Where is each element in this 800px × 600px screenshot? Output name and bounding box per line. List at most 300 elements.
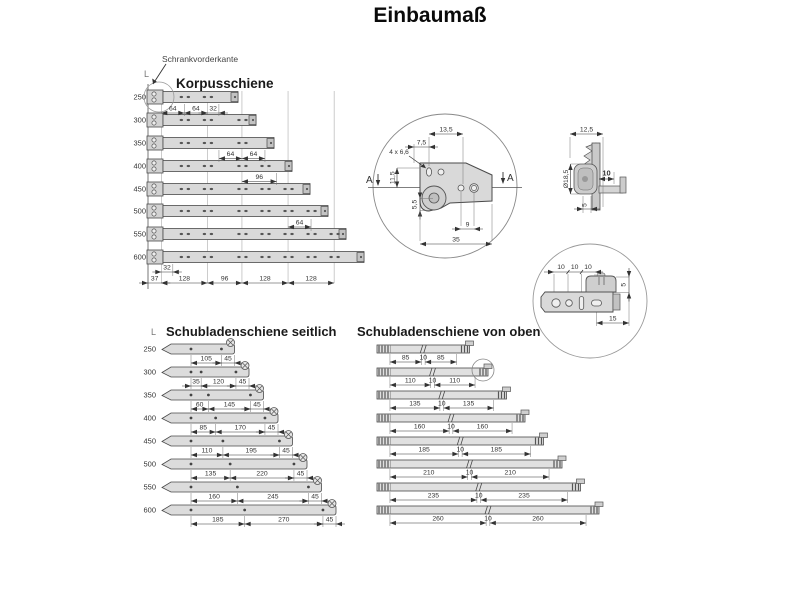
hook-hole bbox=[552, 299, 560, 307]
dim-label: 60 bbox=[195, 401, 204, 409]
dim-label: 85 bbox=[437, 354, 445, 362]
dim-label: 10 bbox=[456, 446, 465, 454]
dim-arrowhead bbox=[525, 452, 531, 456]
dim-arrowhead bbox=[244, 407, 250, 411]
rail-hole-dot bbox=[207, 394, 210, 397]
dim-label: 13,5 bbox=[439, 126, 453, 134]
rail-hole bbox=[210, 165, 213, 167]
dim-label: 235 bbox=[427, 492, 440, 500]
rail-hole bbox=[187, 96, 190, 98]
rail-hole bbox=[237, 256, 240, 258]
dim-label: 35 bbox=[192, 378, 200, 386]
section-marker-a-right: A bbox=[507, 173, 514, 184]
rail-hole bbox=[244, 165, 247, 167]
bracket-hole bbox=[152, 98, 156, 102]
dim-arrowhead bbox=[173, 270, 179, 274]
seitlich-rail-550 bbox=[162, 482, 322, 492]
rail-clip bbox=[613, 294, 620, 310]
bracket-hole bbox=[152, 184, 156, 188]
rail-hole-dot bbox=[190, 417, 193, 420]
end-cap-rivet bbox=[324, 210, 326, 212]
rail-hole bbox=[244, 256, 247, 258]
dim-arrowhead bbox=[548, 270, 554, 274]
rail-hole bbox=[180, 165, 183, 167]
rail-hole bbox=[336, 256, 339, 258]
rail-hole bbox=[244, 210, 247, 212]
dim-arrowhead bbox=[543, 475, 549, 479]
rail-length-label: 350 bbox=[133, 138, 146, 148]
rail-hole bbox=[283, 256, 286, 258]
dim-arrowhead bbox=[328, 281, 334, 285]
rail-hole-dot bbox=[229, 463, 232, 466]
dim-label: 10 bbox=[602, 168, 611, 178]
dim-arrowhead bbox=[191, 430, 197, 434]
dim-arrowhead bbox=[236, 156, 242, 160]
dim-arrowhead bbox=[236, 281, 242, 285]
dim-label: 10 bbox=[437, 400, 446, 408]
dim-arrowhead bbox=[390, 452, 396, 456]
dim-label: 128 bbox=[178, 275, 191, 283]
dim-label: 10 bbox=[474, 492, 483, 500]
oben-rail-350 bbox=[377, 391, 507, 399]
dim-arrowhead bbox=[390, 521, 396, 525]
dim-arrowhead bbox=[293, 453, 299, 457]
rail-hole-dot bbox=[249, 394, 252, 397]
rail-hole-dot bbox=[293, 463, 296, 466]
dim-arrowhead bbox=[219, 156, 225, 160]
rail-hole bbox=[203, 96, 206, 98]
hook-tab bbox=[595, 502, 603, 507]
dim-label: 5,5 bbox=[411, 199, 419, 210]
rail-hole-dot bbox=[264, 417, 267, 420]
bracket-hole bbox=[152, 229, 156, 233]
rail-hole bbox=[267, 256, 270, 258]
rail-hole bbox=[210, 256, 213, 258]
rail-hole bbox=[180, 256, 183, 258]
dim-label: 45 bbox=[325, 516, 334, 524]
dim-label: 110 bbox=[449, 377, 461, 385]
length-column-label-bottom: L bbox=[150, 327, 156, 337]
dim-label: 37 bbox=[150, 275, 159, 283]
dim-label: 11,5 bbox=[389, 171, 397, 185]
rail-hole bbox=[260, 256, 263, 258]
rail-length-label: 450 bbox=[133, 184, 146, 194]
dim-label: 7,5 bbox=[416, 139, 427, 147]
dim-arrowhead bbox=[259, 156, 265, 160]
rail-hole bbox=[180, 142, 183, 144]
dim-arrowhead bbox=[570, 132, 576, 136]
dim-arrowhead bbox=[264, 407, 270, 411]
dim-label: 35 bbox=[452, 236, 460, 244]
dim-arrowhead bbox=[597, 321, 603, 325]
rail-hole bbox=[187, 210, 190, 212]
rail-hole bbox=[260, 188, 263, 190]
oben-rail-550 bbox=[377, 483, 581, 491]
dim-arrowhead bbox=[420, 242, 426, 246]
dim-label: 220 bbox=[256, 470, 268, 478]
hook-tab bbox=[577, 479, 585, 484]
dim-label: 10 bbox=[447, 423, 455, 431]
korpusschiene-title: Korpusschiene bbox=[176, 76, 274, 91]
hook-hole bbox=[566, 300, 573, 307]
dim-label: 128 bbox=[259, 275, 271, 283]
bracket-hole bbox=[152, 144, 156, 148]
dim-arrowhead bbox=[408, 145, 414, 149]
bracket-hole bbox=[152, 258, 156, 262]
rail-hole bbox=[180, 210, 183, 212]
rail-hole-dot bbox=[222, 440, 225, 443]
dim-arrowhead bbox=[210, 430, 216, 434]
end-cap-rivet bbox=[234, 96, 236, 98]
dim-label: 45 bbox=[311, 493, 319, 501]
rail-hole bbox=[306, 256, 309, 258]
rail-hole bbox=[180, 119, 183, 121]
dim-arrowhead bbox=[249, 384, 255, 388]
bracket-hole bbox=[152, 161, 156, 165]
dim-label: 10 bbox=[557, 264, 565, 271]
rail-hole bbox=[203, 142, 206, 144]
rail-hole-dot bbox=[220, 348, 223, 351]
dim-arrowhead bbox=[155, 270, 161, 274]
dim-label: 210 bbox=[423, 469, 435, 477]
dim-arrowhead bbox=[207, 281, 213, 285]
dim-label: 135 bbox=[462, 400, 475, 408]
dim-label: 195 bbox=[245, 447, 257, 455]
dim-label: 64 bbox=[169, 105, 177, 113]
oben-rail-300 bbox=[377, 368, 488, 376]
dim-arrowhead bbox=[217, 453, 223, 457]
rail-hole bbox=[244, 188, 247, 190]
rail-hole bbox=[203, 188, 206, 190]
bracket-hole bbox=[152, 138, 156, 142]
rail-hole bbox=[203, 165, 206, 167]
dim-arrowhead bbox=[506, 429, 512, 433]
dim-label: 10 bbox=[584, 264, 592, 271]
dim-label: 210 bbox=[504, 469, 516, 477]
rail-hole bbox=[187, 165, 190, 167]
dim-arrowhead bbox=[429, 132, 435, 136]
seitlich-title: Schubladenschiene seitlich bbox=[166, 324, 337, 339]
dim-arrowhead bbox=[259, 430, 265, 434]
round-hole bbox=[458, 185, 464, 191]
dim-arrowhead bbox=[191, 476, 197, 480]
dim-arrowhead bbox=[390, 360, 396, 364]
rail-hole bbox=[260, 233, 263, 235]
dim-label: 45 bbox=[296, 470, 305, 478]
hole-callout-label: 4 x 6,6 bbox=[389, 149, 409, 156]
dim-label: 10 bbox=[419, 354, 428, 362]
rail-hole bbox=[260, 165, 263, 167]
dim-arrowhead bbox=[216, 430, 222, 434]
rail-length-label: 600 bbox=[133, 252, 146, 262]
dim-label: 45 bbox=[267, 424, 276, 432]
rail-hole-dot bbox=[200, 371, 203, 374]
dim-label: 64 bbox=[295, 219, 304, 227]
rail-hole bbox=[210, 210, 213, 212]
dim-arrowhead bbox=[429, 145, 435, 149]
dim-arrowhead bbox=[142, 281, 148, 285]
rail-hole bbox=[210, 142, 213, 144]
dim-label: 105 bbox=[200, 355, 212, 363]
dim-label: 45 bbox=[224, 355, 232, 363]
dim-arrowhead bbox=[469, 383, 475, 387]
dim-label: 9 bbox=[465, 221, 470, 229]
hook-tab bbox=[521, 410, 529, 415]
large-hole-inner bbox=[429, 193, 439, 203]
rail-hole bbox=[210, 188, 213, 190]
rail-hole bbox=[244, 233, 247, 235]
rail-hole bbox=[290, 188, 293, 190]
bracket-hole bbox=[152, 212, 156, 216]
dim-label: 128 bbox=[305, 275, 317, 283]
dim-label: 96 bbox=[255, 174, 264, 181]
rail-hole bbox=[237, 210, 240, 212]
rail-hole bbox=[180, 233, 183, 235]
dim-label: 170 bbox=[234, 424, 246, 432]
bracket-hole bbox=[152, 235, 156, 239]
dim-label: 15 bbox=[608, 315, 617, 323]
rail-hole bbox=[290, 210, 293, 212]
dim-arrowhead bbox=[161, 281, 167, 285]
rail-hole bbox=[283, 188, 286, 190]
dim-arrowhead bbox=[390, 383, 396, 387]
bracket-hook bbox=[620, 177, 626, 193]
section-marker-a-left: A bbox=[366, 175, 373, 186]
rail-hole-dot bbox=[190, 509, 193, 512]
rail-hole-dot bbox=[322, 509, 325, 512]
round-hole bbox=[438, 169, 444, 175]
section-arrow bbox=[501, 178, 505, 184]
rail-hole-dot bbox=[307, 486, 310, 489]
rail-hole bbox=[237, 142, 240, 144]
hook-tab bbox=[503, 387, 511, 392]
seitlich-rail-450 bbox=[162, 436, 293, 446]
end-cap-rivet bbox=[342, 233, 344, 235]
rail-hole bbox=[260, 210, 263, 212]
rail-hole-dot bbox=[190, 348, 193, 351]
oben-rail-400 bbox=[377, 414, 525, 422]
rail-hole bbox=[244, 142, 247, 144]
end-cap-rivet bbox=[288, 165, 290, 167]
dim-label: 120 bbox=[212, 378, 225, 386]
dim-arrowhead bbox=[215, 361, 221, 365]
dim-arrowhead bbox=[235, 361, 241, 365]
rail-hole-dot bbox=[243, 509, 246, 512]
rail-hole bbox=[267, 233, 270, 235]
rail-length-label: 300 bbox=[143, 367, 156, 377]
dim-label: 45 bbox=[282, 447, 290, 455]
dim-arrowhead bbox=[627, 293, 631, 299]
oben-rail-500 bbox=[377, 460, 562, 468]
rail-length-label: 450 bbox=[143, 436, 156, 446]
dim-label: 45 bbox=[238, 378, 247, 386]
dim-label: 85 bbox=[199, 424, 208, 432]
length-column-label-top: L bbox=[143, 69, 149, 79]
dim-label: 160 bbox=[208, 493, 220, 501]
bracket-hole bbox=[152, 115, 156, 119]
dim-arrowhead bbox=[488, 406, 494, 410]
hook-tab bbox=[484, 364, 492, 369]
rail-hole bbox=[329, 233, 332, 235]
dim-arrowhead bbox=[474, 227, 480, 231]
dim-label: 260 bbox=[432, 515, 444, 523]
dim-label: 32 bbox=[209, 105, 217, 113]
rail-hole bbox=[203, 233, 206, 235]
rail-hole bbox=[203, 119, 206, 121]
dim-arrowhead bbox=[201, 281, 207, 285]
dim-arrowhead bbox=[580, 521, 586, 525]
hook-tab bbox=[540, 433, 548, 438]
dim-arrowhead bbox=[455, 227, 461, 231]
page-title: Einbaumaß bbox=[373, 4, 487, 27]
dim-arrowhead bbox=[201, 384, 207, 388]
end-cap-rivet bbox=[306, 188, 308, 190]
dim-label: 260 bbox=[532, 515, 544, 523]
dim-arrowhead bbox=[273, 453, 279, 457]
rail-hole-dot bbox=[278, 440, 281, 443]
bracket-hole bbox=[152, 92, 156, 96]
rail-hole bbox=[237, 165, 240, 167]
rail-hole-dot bbox=[236, 486, 239, 489]
oben-rail-600 bbox=[377, 506, 599, 514]
front-edge-label: Schrankvorderkante bbox=[162, 54, 239, 64]
rail-hole bbox=[267, 188, 270, 190]
seitlich-rail-250 bbox=[162, 344, 235, 354]
dim-arrowhead bbox=[307, 476, 313, 480]
adjustment-knob bbox=[586, 276, 616, 292]
rail-hole bbox=[267, 210, 270, 212]
wheel-axle bbox=[582, 176, 588, 182]
seitlich-rail-500 bbox=[162, 459, 307, 469]
slot-hole bbox=[426, 168, 431, 176]
rail-hole bbox=[203, 210, 206, 212]
dim-label: 32 bbox=[163, 264, 171, 272]
dim-label: 10 bbox=[484, 515, 492, 523]
dim-arrowhead bbox=[230, 384, 236, 388]
rail-hole-dot bbox=[235, 371, 238, 374]
dim-arrowhead bbox=[322, 499, 328, 503]
hook-slot-vertical bbox=[579, 297, 583, 310]
rail-hole bbox=[237, 233, 240, 235]
dim-arrowhead bbox=[230, 476, 236, 480]
bracket-arm bbox=[599, 186, 623, 193]
dim-label: 10 bbox=[428, 377, 437, 385]
dim-arrowhead bbox=[568, 164, 572, 170]
round-hole-outer bbox=[470, 184, 479, 193]
dim-arrowhead bbox=[288, 281, 294, 285]
end-cap-rivet bbox=[252, 119, 254, 121]
korpus-rail-350 bbox=[163, 138, 274, 149]
rail-hole bbox=[283, 210, 286, 212]
dim-arrowhead bbox=[282, 281, 288, 285]
dim-arrowhead bbox=[390, 406, 396, 410]
dim-arrowhead bbox=[237, 499, 243, 503]
dim-label: 160 bbox=[476, 423, 489, 431]
dim-arrowhead bbox=[239, 522, 245, 526]
rail-hole bbox=[237, 188, 240, 190]
rail-hole-dot bbox=[190, 486, 193, 489]
rail-length-label: 550 bbox=[143, 482, 156, 492]
rail-hole bbox=[313, 256, 316, 258]
rail-length-label: 400 bbox=[143, 413, 156, 423]
dim-arrowhead bbox=[208, 407, 214, 411]
dim-label: 96 bbox=[220, 275, 229, 283]
dim-arrowhead bbox=[457, 132, 463, 136]
hook-slot-horizontal bbox=[592, 300, 602, 306]
dim-label: 135 bbox=[409, 400, 421, 408]
hook-tab bbox=[558, 456, 566, 461]
section-arrow bbox=[376, 180, 380, 186]
dim-label: 64 bbox=[226, 151, 235, 158]
dim-label: 245 bbox=[267, 493, 279, 501]
rail-hole bbox=[187, 256, 190, 258]
rail-hole bbox=[313, 233, 316, 235]
dim-label: 185 bbox=[418, 446, 430, 454]
dim-label: 160 bbox=[413, 423, 426, 431]
rail-hole bbox=[203, 256, 206, 258]
dim-arrowhead bbox=[242, 179, 248, 183]
end-cap-rivet bbox=[270, 142, 272, 144]
dim-label: 135 bbox=[204, 470, 217, 478]
von-oben-title: Schubladenschiene von oben bbox=[357, 324, 541, 339]
dim-label: 270 bbox=[278, 516, 290, 524]
bracket-hole bbox=[152, 206, 156, 210]
rail-hole bbox=[210, 119, 213, 121]
rail-hole bbox=[187, 188, 190, 190]
dim-label: Ø18,5 bbox=[563, 169, 570, 189]
rail-hole bbox=[267, 165, 270, 167]
dim-label: 145 bbox=[223, 401, 236, 409]
rail-length-label: 500 bbox=[143, 459, 156, 469]
dim-label: 185 bbox=[490, 446, 502, 454]
korpus-rail-450 bbox=[163, 184, 310, 195]
dim-label: 85 bbox=[401, 354, 410, 362]
rail-hole bbox=[313, 210, 316, 212]
rail-hole bbox=[283, 233, 286, 235]
rail-hole bbox=[187, 119, 190, 121]
dim-arrowhead bbox=[451, 360, 457, 364]
dim-arrowhead bbox=[390, 475, 396, 479]
dim-arrowhead bbox=[627, 271, 631, 277]
rail-hole bbox=[187, 233, 190, 235]
dim-label: 10 bbox=[570, 264, 579, 271]
rail-length-label: 250 bbox=[133, 92, 146, 102]
dim-label: 10 bbox=[465, 469, 474, 477]
rail-hole bbox=[180, 188, 183, 190]
rail-hole bbox=[187, 142, 190, 144]
dim-label: 110 bbox=[201, 447, 213, 455]
rail-length-label: 400 bbox=[133, 161, 146, 171]
rail-length-label: 300 bbox=[133, 115, 146, 125]
dim-label: 45 bbox=[253, 401, 261, 409]
korpus-rail-550 bbox=[163, 229, 346, 240]
rail-hole-dot bbox=[190, 394, 193, 397]
dim-label: 5 bbox=[620, 282, 628, 287]
dim-arrowhead bbox=[336, 522, 342, 526]
dim-label: 185 bbox=[212, 516, 224, 524]
rail-hole bbox=[244, 119, 247, 121]
dim-label: 64 bbox=[192, 105, 200, 113]
dim-arrowhead bbox=[288, 476, 294, 480]
dim-label: 12,5 bbox=[579, 126, 594, 134]
dim-arrowhead bbox=[597, 132, 603, 136]
dim-arrowhead bbox=[223, 453, 229, 457]
rail-hole-dot bbox=[190, 440, 193, 443]
rail-hole bbox=[290, 256, 293, 258]
dim-arrowhead bbox=[242, 281, 248, 285]
dim-arrowhead bbox=[302, 499, 308, 503]
bracket-hole bbox=[152, 190, 156, 194]
